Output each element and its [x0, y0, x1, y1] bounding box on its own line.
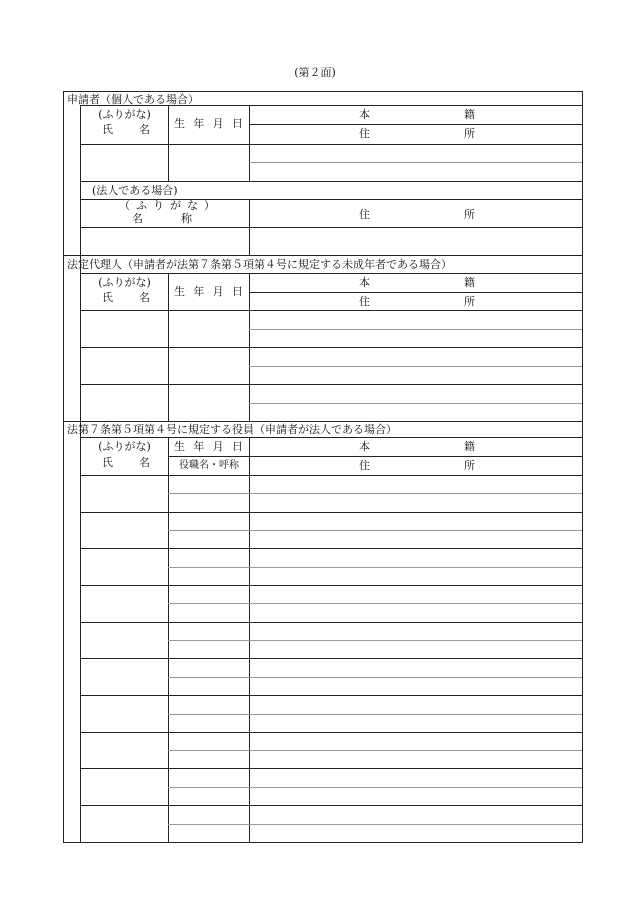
row-subline: [168, 677, 582, 678]
section-title-corporation: (法人である場合): [92, 184, 178, 197]
row-line: [80, 585, 582, 586]
row-line: [80, 622, 582, 623]
birthdate-label: 生 年 月 日: [174, 117, 243, 130]
corp-name-label: 名 称: [132, 212, 192, 225]
page-title: (第２面): [294, 66, 336, 79]
honseki-label: 本 籍: [359, 108, 475, 121]
furigana-label: (ふりがな): [98, 276, 151, 289]
row-line: [80, 384, 582, 385]
column-line: [249, 105, 250, 181]
corp-address-label: 住 所: [359, 208, 475, 221]
row-line: [80, 273, 582, 274]
section-title-officers: 法第７条第５項第４号に規定する役員（申請者が法人である場合）: [67, 423, 397, 436]
row-line: [80, 181, 582, 182]
row-line: [249, 292, 582, 293]
furigana-label: (ふりがな): [98, 108, 151, 121]
row-line: [80, 768, 582, 769]
honseki-label: 本 籍: [359, 440, 475, 453]
name-label: 氏 名: [102, 123, 150, 136]
section-divider: [64, 421, 582, 422]
row-line: [80, 512, 582, 513]
row-subline: [168, 714, 582, 715]
row-line: [80, 732, 582, 733]
row-line: [80, 347, 582, 348]
row-line: [80, 144, 582, 145]
corp-furigana-label: （ ふ り が な ）: [119, 199, 215, 212]
row-subline: [168, 787, 582, 788]
section-title-individual: 申請者（個人である場合）: [67, 93, 199, 106]
row-subline: [168, 603, 582, 604]
row-line: [80, 548, 582, 549]
section-divider: [64, 255, 582, 256]
row-line: [80, 310, 582, 311]
row-subline: [168, 567, 582, 568]
name-label: 氏 名: [102, 291, 150, 304]
birthdate-label: 生 年 月 日: [174, 285, 243, 298]
row-subline: [249, 162, 582, 163]
furigana-label: (ふりがな): [98, 440, 151, 453]
row-line: [80, 227, 582, 228]
row-subline: [168, 750, 582, 751]
row-line: [249, 124, 582, 125]
application-form-page-2: [63, 91, 583, 843]
address-label: 住 所: [359, 295, 475, 308]
address-label: 住 所: [359, 127, 475, 140]
row-subline: [249, 329, 582, 330]
row-subline: [168, 640, 582, 641]
honseki-label: 本 籍: [359, 276, 475, 289]
address-label: 住 所: [359, 459, 475, 472]
position-label: 役職名・呼称: [179, 460, 239, 471]
row-line: [80, 105, 582, 106]
row-subline: [249, 403, 582, 404]
row-line: [80, 695, 582, 696]
row-subline: [168, 493, 582, 494]
row-line: [80, 475, 582, 476]
section-title-legal-rep: 法定代理人（申請者が法第７条第５項第４号に規定する未成年者である場合）: [67, 258, 452, 271]
column-line: [168, 105, 169, 181]
row-subline: [168, 824, 582, 825]
row-subline: [168, 530, 582, 531]
row-line: [80, 658, 582, 659]
row-subline: [249, 366, 582, 367]
row-line: [80, 805, 582, 806]
row-line: [168, 456, 582, 457]
birthdate-label: 生 年 月 日: [174, 440, 243, 453]
row-line: [80, 437, 582, 438]
name-label: 氏 名: [102, 456, 150, 469]
